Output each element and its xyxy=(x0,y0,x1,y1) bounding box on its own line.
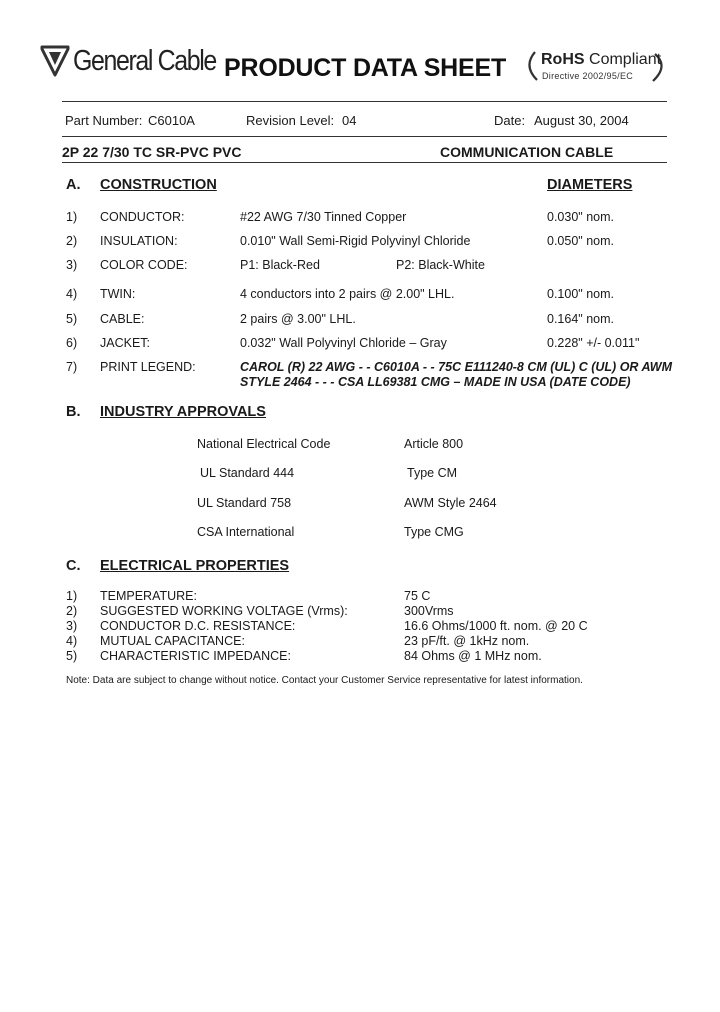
header-divider xyxy=(62,101,667,102)
approval-name-2: UL Standard 444 xyxy=(200,466,295,480)
construction-num-3: 3) xyxy=(66,258,78,272)
print-legend-line-1: CAROL (R) 22 AWG - - C6010A - - 75C E111240-8 CM (UL) C (UL) OR AWM xyxy=(240,360,672,374)
construction-desc-5: 2 pairs @ 3.00" LHL. xyxy=(240,312,356,326)
electrical-num-2: 2) xyxy=(66,604,78,618)
construction-desc-2: 0.010" Wall Semi-Rigid Polyvinyl Chloride xyxy=(240,234,471,248)
section-b-letter: B. xyxy=(66,404,81,420)
construction-label-6: JACKET: xyxy=(100,336,151,350)
rohs-badge xyxy=(523,48,669,86)
footer-note: Note: Data are subject to change without notice. Contact your Customer Service representative for latest information. xyxy=(66,675,583,686)
construction-label-4: TWIN: xyxy=(100,287,136,301)
construction-label-3: COLOR CODE: xyxy=(100,258,188,272)
electrical-value-2: 300Vrms xyxy=(404,604,454,618)
meta-divider xyxy=(62,136,667,137)
approval-value-4: Type CMG xyxy=(404,525,464,539)
construction-desc-6: 0.032" Wall Polyvinyl Chloride – Gray xyxy=(240,336,447,350)
color-code-pair-1: P1: Black-Red xyxy=(240,258,320,272)
part-number-value: C6010A xyxy=(148,113,195,128)
construction-num-2: 2) xyxy=(66,234,78,248)
construction-num-6: 6) xyxy=(66,336,78,350)
part-number-label: Part Number: xyxy=(65,113,143,128)
construction-diam-1: 0.030" nom. xyxy=(547,210,614,224)
construction-label-5: CABLE: xyxy=(100,312,145,326)
electrical-properties-heading: ELECTRICAL PROPERTIES xyxy=(100,558,290,574)
construction-diam-5: 0.164" nom. xyxy=(547,312,614,326)
approval-value-3: AWM Style 2464 xyxy=(404,496,497,510)
electrical-num-3: 3) xyxy=(66,619,78,633)
construction-diam-6: 0.228" +/- 0.011" xyxy=(547,336,640,350)
electrical-num-4: 4) xyxy=(66,634,78,648)
construction-heading: CONSTRUCTION xyxy=(100,177,217,193)
construction-num-4: 4) xyxy=(66,287,78,301)
section-a-letter: A. xyxy=(66,177,81,193)
brand-logo xyxy=(40,44,239,78)
diameters-heading: DIAMETERS xyxy=(547,177,633,193)
construction-num-7: 7) xyxy=(66,360,78,374)
revision-value: 04 xyxy=(342,113,357,128)
electrical-label-3: CONDUCTOR D.C. RESISTANCE: xyxy=(100,619,296,633)
electrical-label-2: SUGGESTED WORKING VOLTAGE (Vrms): xyxy=(100,604,348,618)
date-label: Date: xyxy=(494,113,526,128)
product-category: COMMUNICATION CABLE xyxy=(440,144,614,160)
approval-name-3: UL Standard 758 xyxy=(197,496,292,510)
product-name: 2P 22 7/30 TC SR-PVC PVC xyxy=(62,144,242,160)
brand-name: General Cable xyxy=(73,44,216,77)
electrical-label-4: MUTUAL CAPACITANCE: xyxy=(100,634,245,648)
rohs-directive: Directive 2002/95/EC xyxy=(542,71,634,81)
electrical-value-1: 75 C xyxy=(404,589,431,603)
rohs-label: RoHS Compliant xyxy=(541,51,662,68)
electrical-value-4: 23 pF/ft. @ 1kHz nom. xyxy=(404,634,530,648)
construction-diam-2: 0.050" nom. xyxy=(547,234,614,248)
construction-num-5: 5) xyxy=(66,312,78,326)
page-title: PRODUCT DATA SHEET xyxy=(224,54,507,82)
construction-label-1: CONDUCTOR: xyxy=(100,210,185,224)
product-divider xyxy=(62,162,667,163)
revision-label: Revision Level: xyxy=(246,113,335,128)
date-value: August 30, 2004 xyxy=(534,113,629,128)
industry-approvals-heading: INDUSTRY APPROVALS xyxy=(100,404,266,420)
electrical-num-5: 5) xyxy=(66,649,78,663)
approval-value-2: Type CM xyxy=(407,466,458,480)
electrical-value-5: 84 Ohms @ 1 MHz nom. xyxy=(404,649,542,663)
general-cable-logo-icon xyxy=(40,44,70,78)
approval-name-4: CSA International xyxy=(197,525,295,539)
electrical-label-5: CHARACTERISTIC IMPEDANCE: xyxy=(100,649,291,663)
electrical-num-1: 1) xyxy=(66,589,78,603)
electrical-label-1: TEMPERATURE: xyxy=(100,589,197,603)
section-c-letter: C. xyxy=(66,558,81,574)
approval-value-1: Article 800 xyxy=(404,437,464,451)
approval-name-1: National Electrical Code xyxy=(197,437,331,451)
print-legend-line-2: STYLE 2464 - - - CSA LL69381 CMG – MADE IN USA (DATE CODE) xyxy=(240,375,631,389)
color-code-pair-2: P2: Black-White xyxy=(396,258,485,272)
construction-label-7: PRINT LEGEND: xyxy=(100,360,196,374)
construction-desc-4: 4 conductors into 2 pairs @ 2.00" LHL. xyxy=(240,287,455,301)
construction-diam-4: 0.100" nom. xyxy=(547,287,614,301)
construction-label-2: INSULATION: xyxy=(100,234,178,248)
electrical-value-3: 16.6 Ohms/1000 ft. nom. @ 20 C xyxy=(404,619,588,633)
construction-num-1: 1) xyxy=(66,210,78,224)
construction-desc-1: #22 AWG 7/30 Tinned Copper xyxy=(240,210,407,224)
